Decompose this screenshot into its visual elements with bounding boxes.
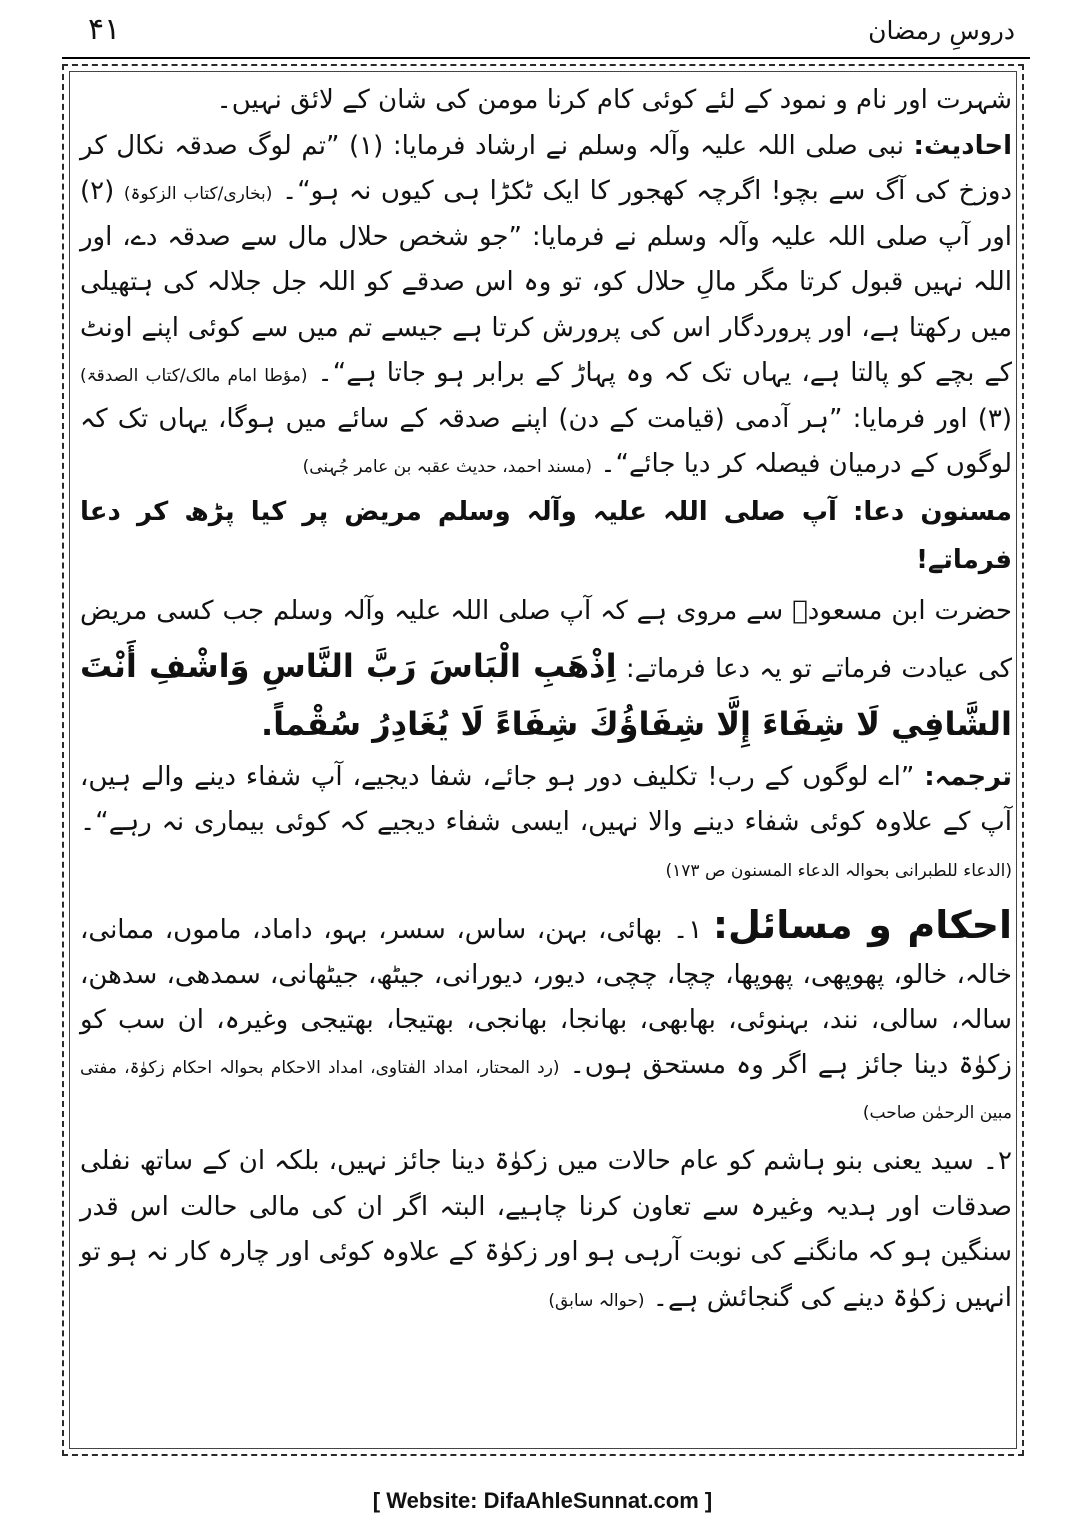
dua-subtitle: آپ صلی اللہ علیہ وآلہ وسلم مریض پر کیا پڑھ کر دعا فرماتے! [80,496,1012,575]
hadith-paragraph [80,124,1012,488]
hadith-reference-3: (مسند احمد، حدیث عقبہ بن عامر جُہنی) [302,457,593,477]
dua-arabic-text: اِذْهَبِ الْبَاسَ رَبَّ النَّاسِ وَاشْفِ أَنْتَ الشَّافِي لَا شِفَاءَ إِلَّا شِفَاؤُكَ شِفَاءً لَا يُغَادِرُ سُقْماً. [80,646,1012,743]
hadith-reference-1: (بخاری/کتاب الزکوۃ) [123,184,273,204]
hadith-text-2: (۲) اور آپ صلی اللہ علیہ وآلہ وسلم نے فرمایا: ”جو شخص حلال مال سے صدقہ دے، اور اللہ نہیں قبول کرتا مگر مالِ حلال کو، تو وہ اس صدقے کو اللہ جل جلالہ کی ہتھیلی میں رکھتا ہے، اور پروردگار اس کی پرورش کرتا ہے جیسے تم میں سے کوئی اپنے اونٹ کے بچے کو پالتا ہے، یہاں تک کہ وہ پہاڑ کے برابر ہو جاتا ہے“۔ [80,176,1012,388]
ahkam-item-2 [80,1139,1012,1321]
ahkam-reference-1: (رد المحتار، امداد الفتاوی، امداد الاحکام بحوالہ احکام زکوٰۃ، مفتی مبین الرحمٰن صاحب) [80,1058,1012,1123]
page-header [70,6,1025,58]
dua-label: مسنون دعا: [852,496,1012,527]
translation-label: ترجمہ: [924,761,1012,792]
hadith-reference-2: (مؤطا امام مالک/کتاب الصدقۃ) [80,366,308,386]
dua-heading [80,488,1012,584]
translation-text: ”اے لوگوں کے رب! تکلیف دور ہو جائے، شفا دیجیے، آپ شفاء دینے والے ہیں، آپ کے علاوہ کوئی شفاء دینے والا نہیں، ایسی شفاء دیجیے کہ کوئی بیماری نہ رہے“۔ [80,761,1012,837]
page-number: ۴۱ [88,12,121,47]
hadith-label: احادیث: [913,130,1012,161]
hadith-text-3: (۳) اور فرمایا: ”ہر آدمی (قیامت کے دن) اپنے صدقہ کے سائے میں ہوگا، یہاں تک کہ لوگوں کے درمیان فیصلہ کر دیا جائے“۔ [80,403,1012,479]
website-footer: [ Website: DifaAhleSunnat.com ] [372,1488,713,1513]
page-content [80,78,1012,1321]
ahkam-item-1 [80,903,1012,1133]
dua-paragraph [80,584,1012,755]
ahkam-item-1-text: ۱۔ بھائی، بہن، ساس، سسر، بہو، داماد، ماموں، ممانی، خالہ، خالو، پھوپھی، پھوپھا، چچا، چچی، دیور، دیورانی، جیٹھ، جیٹھانی، سمدھی، سدھن، سالہ، سالی، نند، بہنوئی، بھابھی، بھانجا، بھانجی، بھتیجا، بھتیجی وغیرہ، ان سب کو زکوٰۃ دینا جائز ہے اگر وہ مستحق ہوں۔ [80,915,1012,1080]
header-divider [62,57,1030,59]
dua-intro: حضرت ابن مسعودؓ سے مروی ہے کہ آپ صلی اللہ علیہ وآلہ وسلم جب کسی مریض کی عیادت فرماتے تو یہ دعا فرماتے: [80,595,1012,684]
ahkam-heading: احکام و مسائل: [712,903,1012,947]
book-title: دروسِ رمضان [868,16,1015,45]
hadith-text-1: نبی صلی اللہ علیہ وآلہ وسلم نے ارشاد فرمایا: (۱) ”تم لوگ صدقہ نکال کر دوزخ کی آگ سے بچو! اگرچہ کھجور کا ایک ٹکڑا ہی کیوں نہ ہو“۔ [80,130,1012,206]
translation-paragraph [80,755,1012,892]
intro-paragraph: شہرت اور نام و نمود کے لئے کوئی کام کرنا مومن کی شان کے لائق نہیں۔ [216,85,1012,115]
translation-reference: (الدعاء للطبرانی بحوالہ الدعاء المسنون ص ۱۷۳) [665,860,1012,881]
ahkam-item-2-text: ۲۔ سید یعنی بنو ہاشم کو عام حالات میں زکوٰۃ دینا جائز نہیں، بلکہ ان کے ساتھ نفلی صدقات اور ہدیہ وغیرہ سے تعاون کرنا چاہیے، البتہ اگر ان کی مالی حالت اس قدر سنگین ہو کہ مانگنے کی نوبت آرہی ہو اور زکوٰۃ کے علاوہ کوئی اور چارہ کار نہ ہو تو انہیں زکوٰۃ دینے کی گنجائش ہے۔ [80,1146,1012,1313]
ahkam-reference-2: (حوالہ سابق) [548,1290,645,1311]
